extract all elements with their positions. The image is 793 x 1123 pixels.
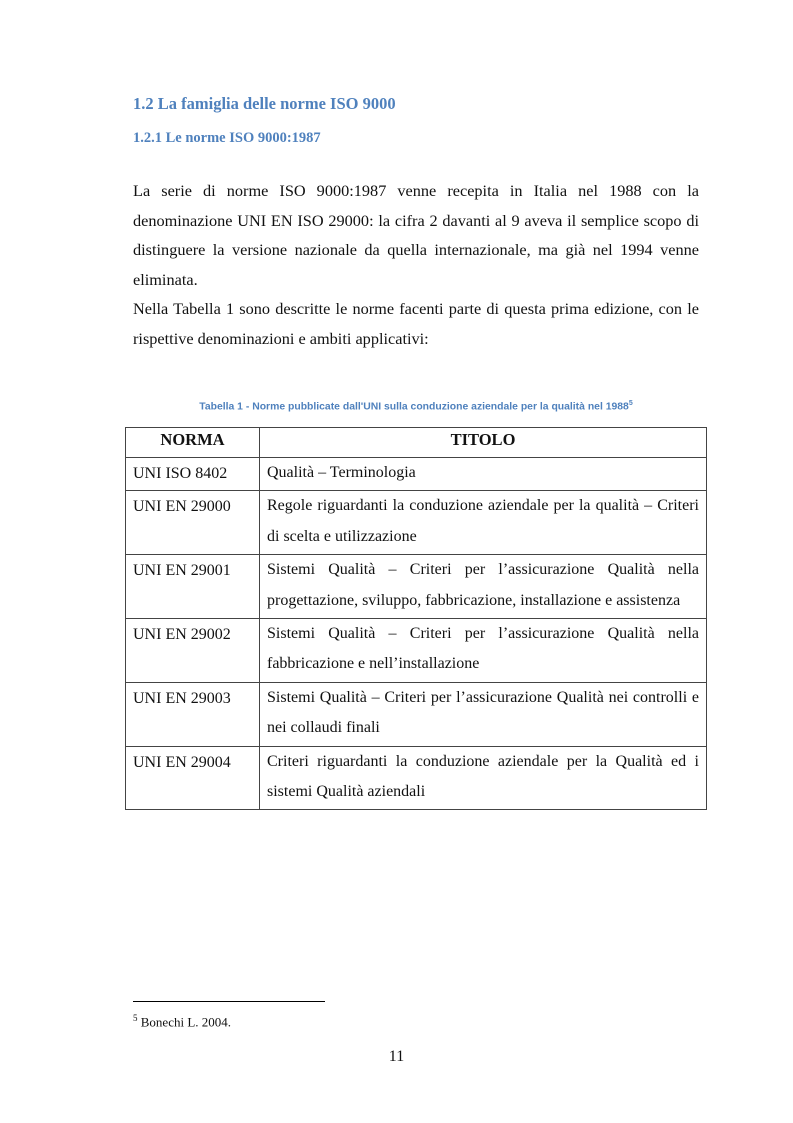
table-row	[126, 682, 707, 746]
page-number: 11	[388, 1048, 405, 1065]
norm-code: UNI EN 29004	[126, 746, 260, 810]
norm-title: Regole riguardanti la conduzione aziendale per la qualità – Criteri di scelta e utilizzazione	[260, 491, 707, 555]
paragraph-intro: La serie di norme ISO 9000:1987 venne recepita in Italia nel 1988 con la denominazione UNI EN ISO 29000: la cifra 2 davanti al 9 aveva il semplice scopo di distinguere la versione nazionale da quella internazionale, ma già nel 1994 venne eliminata.	[133, 181, 699, 289]
footnote	[133, 1013, 231, 1030]
table-row	[126, 491, 707, 555]
footnote-separator	[133, 1001, 325, 1002]
norm-title: Sistemi Qualità – Criteri per l’assicurazione Qualità nei controlli e nei collaudi finali	[260, 682, 707, 746]
table-caption	[125, 400, 707, 412]
column-header-titolo: TITOLO	[260, 428, 707, 458]
column-header-norma: NORMA	[126, 428, 260, 458]
table-row	[126, 555, 707, 619]
section-heading: 1.2 La famiglia delle norme ISO 9000	[133, 94, 396, 113]
table-header-row	[126, 428, 707, 458]
table-row	[126, 746, 707, 810]
table-caption-footnote-ref: 5	[628, 400, 633, 407]
table-row	[126, 619, 707, 683]
norms-table	[125, 427, 707, 810]
norm-title: Sistemi Qualità – Criteri per l’assicurazione Qualità nella fabbricazione e nell’installazione	[260, 619, 707, 683]
footnote-number: 5	[133, 1013, 138, 1023]
norm-code: UNI EN 29003	[126, 682, 260, 746]
norm-code: UNI EN 29002	[126, 619, 260, 683]
norm-title: Criteri riguardanti la conduzione aziendale per la Qualità ed i sistemi Qualità aziendali	[260, 746, 707, 810]
norm-code: UNI EN 29001	[126, 555, 260, 619]
norm-code: UNI EN 29000	[126, 491, 260, 555]
norm-code: UNI ISO 8402	[126, 458, 260, 491]
paragraph-table-reference: Nella Tabella 1 sono descritte le norme facenti parte di questa prima edizione, con le rispettive denominazioni e ambiti applicativi:	[133, 299, 699, 348]
table-row	[126, 458, 707, 491]
table-caption-text: Tabella 1 - Norme pubblicate dall'UNI sulla conduzione aziendale per la qualità nel 1988	[199, 401, 629, 413]
footnote-text: Bonechi L. 2004.	[140, 1014, 232, 1030]
subsection-heading: 1.2.1 Le norme ISO 9000:1987	[133, 130, 321, 146]
norm-title: Qualità – Terminologia	[260, 458, 707, 491]
norm-title: Sistemi Qualità – Criteri per l’assicurazione Qualità nella progettazione, sviluppo, fabbricazione, installazione e assistenza	[260, 555, 707, 619]
